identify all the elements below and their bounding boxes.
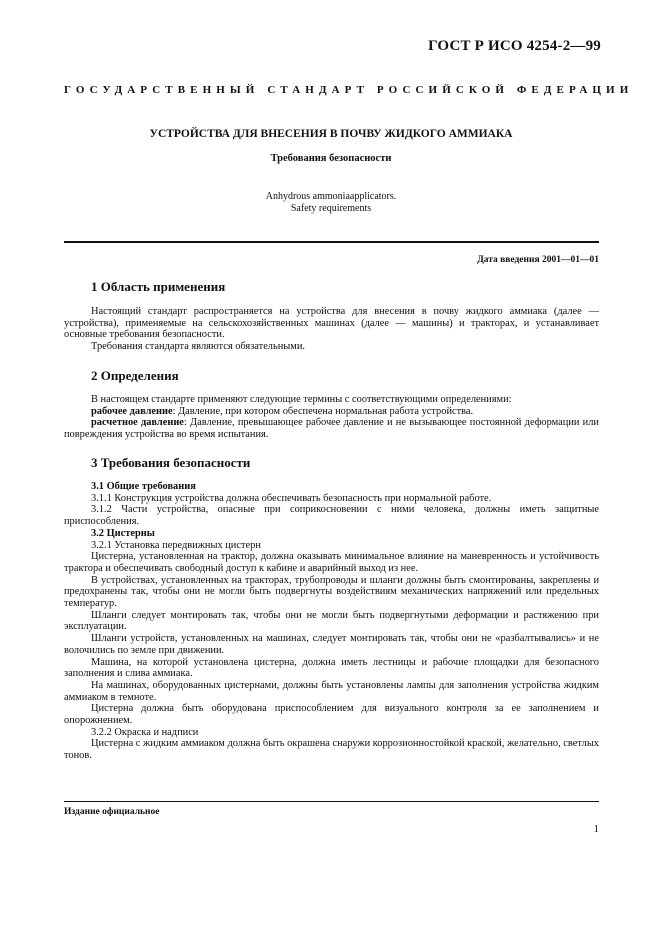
paragraph: На машинах, оборудованных цистернами, должны быть установлены лампы для заполнения устройства жидким аммиаком в темноте. bbox=[64, 679, 599, 703]
subsection-heading: 3.1 Общие требования bbox=[91, 481, 196, 492]
title-divider bbox=[64, 241, 599, 243]
clause: 3.2.1 Установка передвижных цистерн bbox=[91, 539, 261, 551]
official-edition-label: Издание официальное bbox=[64, 807, 160, 817]
section-2-body bbox=[64, 394, 599, 441]
paragraph: Цистерна, установленная на трактор, должна оказывать минимальное влияние на маневренность и устойчивость трактора и обеспечивать свободный доступ к кабине и аварийный выход из нее. bbox=[64, 551, 599, 574]
section-2-heading: 2 Определения bbox=[91, 368, 179, 383]
clause: 3.1.1 Конструкция устройства должна обеспечивать безопасность при нормальной работе. bbox=[91, 492, 492, 504]
definition: : Давление, при котором обеспечена нормальная работа устройства. bbox=[172, 405, 474, 417]
introduction-date: Дата введения 2001—01—01 bbox=[477, 255, 599, 265]
paragraph: Шланги следует монтировать так, чтобы они не могли быть подвергнутыми деформации и растяжению при эксплуатации. bbox=[64, 609, 599, 633]
english-title bbox=[64, 191, 598, 215]
term: рабочее давление bbox=[91, 405, 173, 417]
english-title-line2: Safety requirements bbox=[290, 203, 372, 214]
english-title-line1: Anhydrous ammoniaapplicators. bbox=[265, 191, 397, 202]
paragraph: Цистерна должна быть оборудована приспособлением для визуального контроля за ее заполнением и опорожнением. bbox=[64, 703, 599, 727]
term: расчетное давление bbox=[91, 417, 184, 429]
standard-code: ГОСТ Р ИСО 4254-2—99 bbox=[428, 38, 601, 54]
paragraph: Цистерна с жидким аммиаком должна быть окрашена снаружи коррозионностойкой краской, желательно, светлых тонов. bbox=[64, 738, 599, 762]
subsection-heading: 3.2 Цистерны bbox=[91, 527, 155, 539]
section-1-heading: 1 Область применения bbox=[91, 279, 226, 294]
section-3-heading: 3 Требования безопасности bbox=[91, 455, 251, 470]
definition-design-pressure bbox=[64, 417, 599, 440]
definition-working-pressure bbox=[64, 406, 599, 418]
definition: : Давление, превышающее рабочее давление и не вызывающее постоянной деформации или повреждения устройства во время испытания. bbox=[64, 417, 599, 441]
document-title: УСТРОЙСТВА ДЛЯ ВНЕСЕНИЯ В ПОЧВУ ЖИДКОГО АММИАКА bbox=[149, 128, 513, 140]
page-number: 1 bbox=[593, 823, 599, 835]
paragraph: В устройствах, установленных на тракторах, трубопроводы и шланги должны быть смонтированы, закреплены и предохранены так, чтобы они не могли быть подвергнуты воздействиям механических напряжений или предельных температур. bbox=[64, 574, 599, 610]
clause: 3.2.2 Окраска и надписи bbox=[91, 726, 199, 738]
footer-divider bbox=[64, 801, 599, 802]
paragraph: Машина, на которой установлена цистерна, должна иметь лестницы и рабочие площадки для безопасного заполнения и слива аммиака. bbox=[64, 656, 599, 680]
paragraph: В настоящем стандарте применяют следующие термины с соответствующими определениями: bbox=[91, 394, 512, 405]
clause: 3.1.2 Части устройства, опасные при соприкосновении с ними человека, должны иметь защитные приспособления. bbox=[64, 504, 599, 528]
document-subtitle: Требования безопасности bbox=[270, 153, 392, 164]
paragraph: Требования стандарта являются обязательными. bbox=[91, 341, 306, 353]
paragraph: Шланги устройств, установленных на машинах, следует монтировать так, чтобы они не «разбалтывались» и не волочились по земле при движении. bbox=[64, 633, 599, 656]
section-3-body bbox=[64, 481, 599, 762]
paragraph: Настоящий стандарт распространяется на устройства для внесения в почву жидкого аммиака (далее — устройства), применяемые на сельскохозяйственных машинах (далее — машины) и тракторах, и устанавливает основные требования безопасности. bbox=[64, 306, 599, 341]
section-1-body bbox=[64, 306, 599, 353]
state-standard-banner: ГОСУДАРСТВЕННЫЙ СТАНДАРТ РОССИЙСКОЙ ФЕДЕРАЦИИ bbox=[64, 84, 634, 96]
